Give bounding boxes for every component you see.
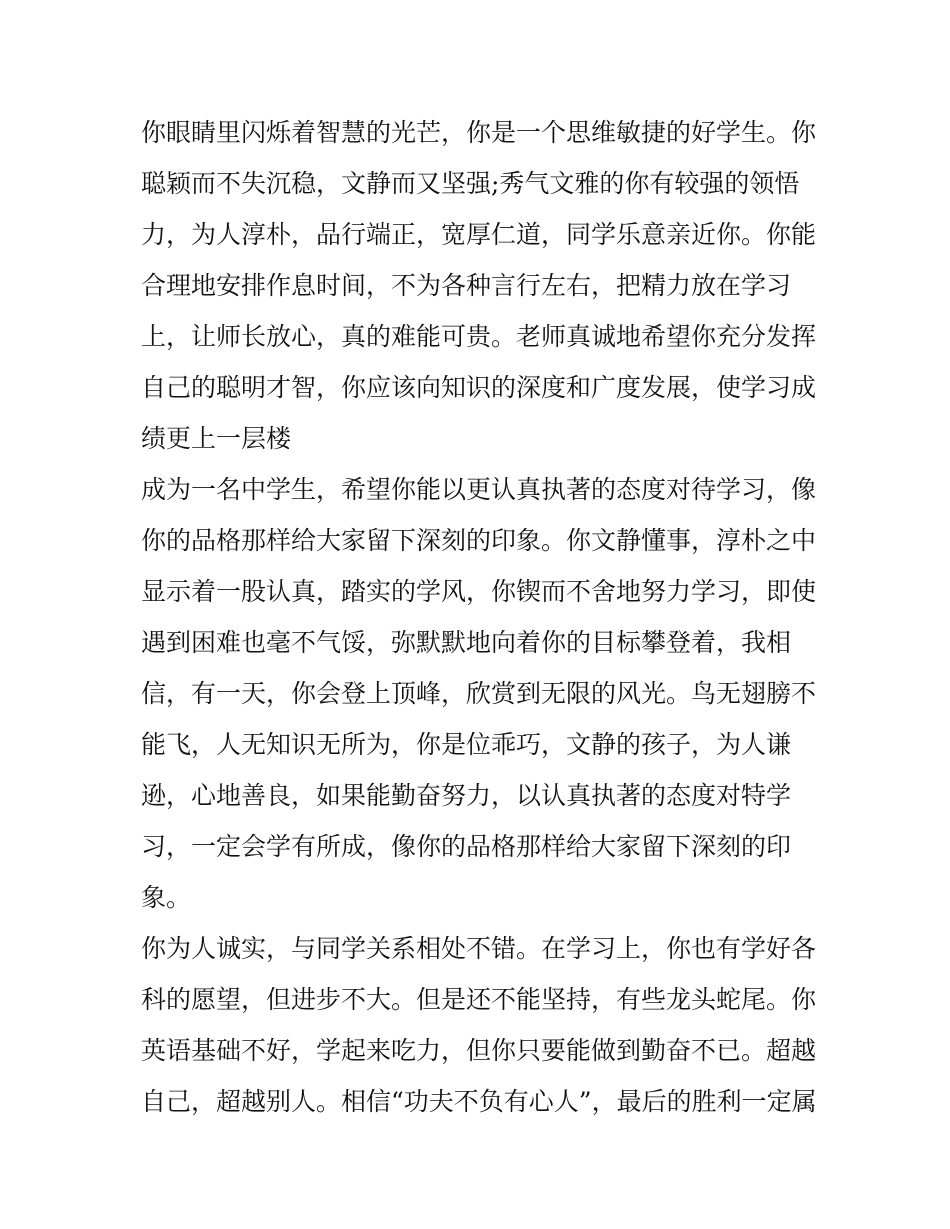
text-line: 能飞，人无知识无所为，你是位乖巧，文静的孩子，为人谦 [141,730,792,759]
text-line: 自己的聪明才智，你应该向知识的深度和广度发展，使学习成 [141,373,817,402]
text-line: 合理地安排作息时间，不为各种言行左右，把精力放在学习 [141,271,792,300]
text-line: 力，为人淳朴，品行端正，宽厚仁道，同学乐意亲近你。你能 [141,220,817,249]
text-line: 象。 [141,883,192,912]
text-line: 上，让师长放心，真的难能可贵。老师真诚地希望你充分发挥 [141,322,817,351]
text-line: 习，一定会学有所成，像你的品格那样给大家留下深刻的印 [141,832,792,861]
text-line: 成为一名中学生，希望你能以更认真执著的态度对待学习，像 [141,475,817,504]
document-body [141,107,816,1127]
text-line: 你为人诚实，与同学关系相处不错。在学习上，你也有学好各 [141,934,817,963]
text-line: 显示着一股认真，踏实的学风，你锲而不舍地努力学习，即使 [141,577,817,606]
text-line: 自己，超越别人。相信“功夫不负有心人”，最后的胜利一定属 [141,1087,817,1116]
text-line: 绩更上一层楼 [141,424,292,453]
text-line: 你眼睛里闪烁着智慧的光芒，你是一个思维敏捷的好学生。你 [141,118,817,147]
text-line: 信，有一天，你会登上顶峰，欣赏到无限的风光。鸟无翅膀不 [141,679,817,708]
text-line: 你的品格那样给大家留下深刻的印象。你文静懂事，淳朴之中 [141,526,817,555]
text-line: 聪颖而不失沉稳，文静而又坚强;秀气文雅的你有较强的领悟 [141,169,800,198]
text-line: 逊，心地善良，如果能勤奋努力，以认真执著的态度对特学 [141,781,792,810]
text-line: 遇到困难也毫不气馁，弥默默地向着你的目标攀登着，我相 [141,628,792,657]
text-line: 英语基础不好，学起来吃力，但你只要能做到勤奋不已。超越 [141,1036,817,1065]
text-line: 科的愿望，但进步不大。但是还不能坚持，有些龙头蛇尾。你 [141,985,817,1014]
